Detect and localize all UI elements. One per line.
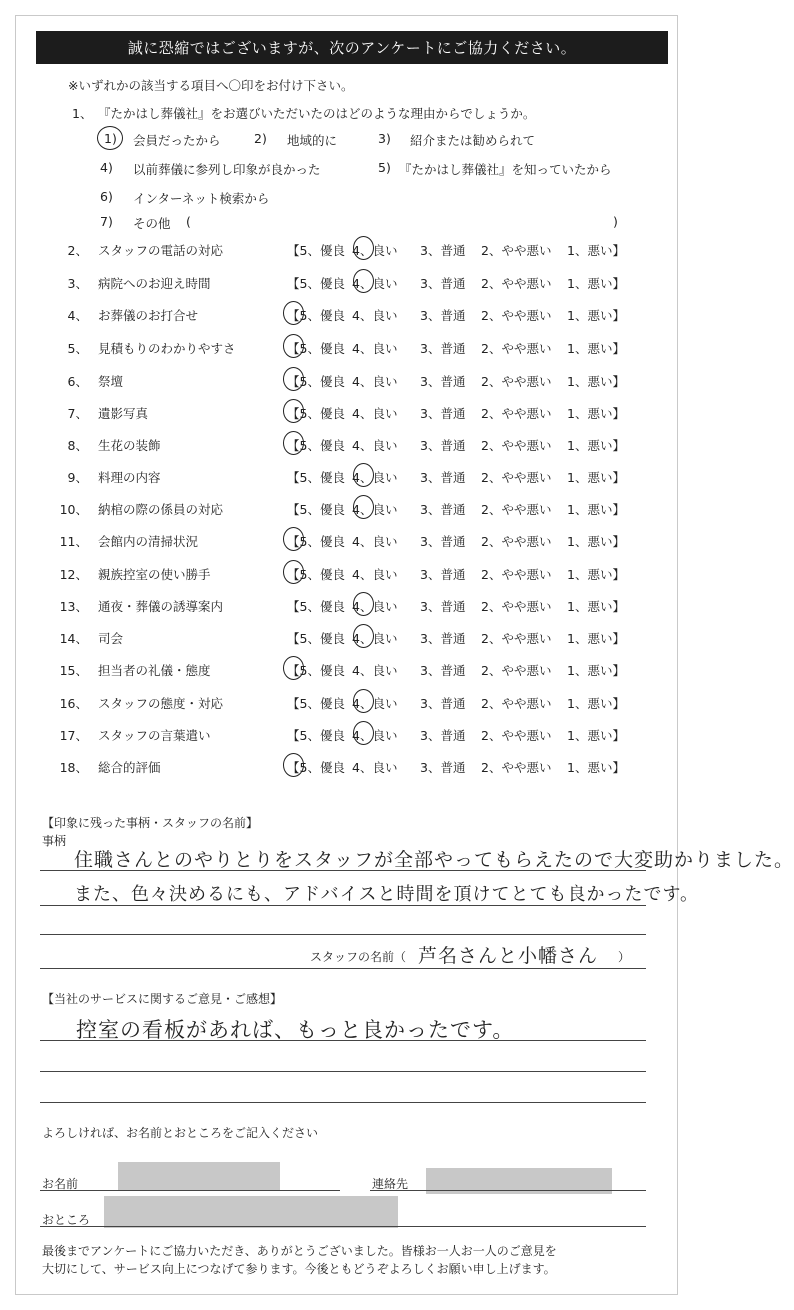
q1-option-label: インターネット検索から xyxy=(133,191,270,206)
row-number: 9、 xyxy=(67,470,88,485)
scale-option: 2、やや悪い xyxy=(481,534,552,549)
scale-option: 3、普通 xyxy=(420,631,466,646)
rating-circle-mark xyxy=(353,689,374,713)
scale-option: 【5、優良 xyxy=(287,243,345,258)
rating-row xyxy=(0,372,694,396)
rating-row xyxy=(0,629,694,653)
scale-option: 4、良い xyxy=(352,406,398,421)
scale-option: 【5、優良 xyxy=(287,567,345,582)
rating-circle-mark xyxy=(353,721,374,745)
rating-circle-mark xyxy=(353,463,374,487)
q1-option-num: 5) xyxy=(378,160,391,175)
scale-option: 3、普通 xyxy=(420,438,466,453)
scale-option: 2、やや悪い xyxy=(481,502,552,517)
row-number: 13、 xyxy=(59,599,88,614)
scale-option: 1、悪い】 xyxy=(567,696,625,711)
scale-option: 4、良い xyxy=(352,243,398,258)
scale-option: 4、良い xyxy=(352,308,398,323)
row-label: 通夜・葬儀の誘導案内 xyxy=(98,599,224,614)
survey-banner: 誠に恐縮ではございますが、次のアンケートにご協力ください。 xyxy=(36,31,668,64)
scale-option: 3、普通 xyxy=(420,243,466,258)
scale-option: 2、やや悪い xyxy=(481,341,552,356)
scale-option: 【5、優良 xyxy=(287,470,345,485)
instruction-text: ※いずれかの該当する項目へ〇印をお付け下さい。 xyxy=(68,78,354,93)
row-number: 8、 xyxy=(67,438,88,453)
scale-option: 4、良い xyxy=(352,374,398,389)
closing-line-2: 大切にして、サービス向上につなげて参ります。今後ともどうぞよろしくお願い申し上げます。 xyxy=(42,1262,556,1276)
scale-option: 3、普通 xyxy=(420,728,466,743)
scale-option: 1、悪い】 xyxy=(567,663,625,678)
q1-option-num: 2) xyxy=(254,131,267,146)
scale-option: 3、普通 xyxy=(420,276,466,291)
scale-option: 4、良い xyxy=(352,728,398,743)
q1-question: 『たかはし葬儀社』をお選びいただいたのはどのような理由からでしょうか。 xyxy=(98,106,536,121)
row-number: 14、 xyxy=(59,631,88,646)
q1-number: 1、 xyxy=(72,106,93,121)
scale-option: 3、普通 xyxy=(420,760,466,775)
scale-option: 2、やや悪い xyxy=(481,599,552,614)
scale-option: 4、良い xyxy=(352,438,398,453)
rating-circle-mark xyxy=(283,527,304,551)
scale-option: 【5、優良 xyxy=(287,696,345,711)
rating-circle-mark xyxy=(283,560,304,584)
q1-option-label: 『たかはし葬儀社』を知っていたから xyxy=(399,162,612,177)
scale-option: 2、やや悪い xyxy=(481,760,552,775)
rating-row xyxy=(0,436,694,460)
row-number: 2、 xyxy=(67,243,88,258)
rating-row xyxy=(0,500,694,524)
rating-row xyxy=(0,532,694,556)
scale-option: 3、普通 xyxy=(420,341,466,356)
q1-selected-circle xyxy=(97,126,123,150)
scale-option: 1、悪い】 xyxy=(567,599,625,614)
writing-line xyxy=(40,870,646,871)
rating-circle-mark xyxy=(283,656,304,680)
scale-option: 4、良い xyxy=(352,631,398,646)
name-redaction xyxy=(118,1162,280,1190)
row-label: 会館内の清掃状況 xyxy=(98,534,199,549)
rating-circle-mark xyxy=(283,334,304,358)
scale-option: 1、悪い】 xyxy=(567,308,625,323)
scale-option: 2、やや悪い xyxy=(481,470,552,485)
row-number: 10、 xyxy=(59,502,88,517)
writing-line xyxy=(40,934,646,935)
q1-option-num: 1) xyxy=(104,131,117,146)
scale-option: 【5、優良 xyxy=(287,534,345,549)
writing-line xyxy=(40,1102,646,1103)
scale-option: 4、良い xyxy=(352,760,398,775)
scale-option: 4、良い xyxy=(352,696,398,711)
rating-circle-mark xyxy=(283,367,304,391)
row-number: 7、 xyxy=(67,406,88,421)
row-number: 16、 xyxy=(59,696,88,711)
row-number: 3、 xyxy=(67,276,88,291)
scale-option: 【5、優良 xyxy=(287,276,345,291)
scale-option: 1、悪い】 xyxy=(567,728,625,743)
opinion-line-1: 控室の看板があれば、もっと良かったです。 xyxy=(76,1018,515,1042)
scale-option: 2、やや悪い xyxy=(481,631,552,646)
scale-option: 2、やや悪い xyxy=(481,406,552,421)
scale-option: 【5、優良 xyxy=(287,502,345,517)
staff-name-value: 芦名さんと小幡さん xyxy=(418,945,599,967)
row-number: 17、 xyxy=(59,728,88,743)
scale-option: 1、悪い】 xyxy=(567,760,625,775)
scale-option: 【5、優良 xyxy=(287,438,345,453)
row-number: 6、 xyxy=(67,374,88,389)
writing-line xyxy=(40,1071,646,1072)
scale-option: 4、良い xyxy=(352,534,398,549)
scale-option: 1、悪い】 xyxy=(567,470,625,485)
row-label: お葬儀のお打合せ xyxy=(98,308,199,323)
rating-row xyxy=(0,404,694,428)
row-label: スタッフの言葉遣い xyxy=(98,728,211,743)
row-label: 総合的評価 xyxy=(98,760,161,775)
scale-option: 1、悪い】 xyxy=(567,502,625,517)
q1-option-num: 3) xyxy=(378,131,391,146)
impression-sublabel: 事柄 xyxy=(42,834,67,848)
rating-row xyxy=(0,694,694,718)
row-label: 病院へのお迎え時間 xyxy=(98,276,211,291)
scale-option: 3、普通 xyxy=(420,696,466,711)
scale-option: 2、やや悪い xyxy=(481,663,552,678)
scale-option: 3、普通 xyxy=(420,502,466,517)
row-number: 15、 xyxy=(59,663,88,678)
name-label: お名前 xyxy=(42,1177,79,1191)
rating-row xyxy=(0,758,694,782)
scale-option: 2、やや悪い xyxy=(481,728,552,743)
row-label: 親族控室の使い勝手 xyxy=(98,567,211,582)
scale-option: 2、やや悪い xyxy=(481,243,552,258)
survey-sheet xyxy=(15,15,678,1295)
scale-option: 3、普通 xyxy=(420,599,466,614)
row-label: 見積もりのわかりやすさ xyxy=(98,341,236,356)
contact-prompt: よろしければ、お名前とおところをご記入ください xyxy=(42,1126,319,1140)
scale-option: 4、良い xyxy=(352,663,398,678)
rating-row xyxy=(0,306,694,330)
row-label: 生花の装飾 xyxy=(98,438,161,453)
rating-circle-mark xyxy=(353,592,374,616)
scale-option: 1、悪い】 xyxy=(567,567,625,582)
q1-option-num: 4) xyxy=(100,160,113,175)
row-number: 18、 xyxy=(59,760,88,775)
row-label: スタッフの電話の対応 xyxy=(98,243,224,258)
q1-other-open: ( xyxy=(186,214,191,229)
scale-option: 4、良い xyxy=(352,599,398,614)
scale-option: 2、やや悪い xyxy=(481,374,552,389)
address-line xyxy=(40,1226,646,1227)
q1-option-label: 以前葬儀に参列し印象が良かった xyxy=(133,162,321,177)
scale-option: 【5、優良 xyxy=(287,374,345,389)
impression-heading: 【印象に残った事柄・スタッフの名前】 xyxy=(42,816,259,830)
scale-option: 4、良い xyxy=(352,276,398,291)
rating-row xyxy=(0,241,694,265)
q1-option-num: 7) xyxy=(100,214,113,229)
phone-label: 連絡先 xyxy=(372,1177,409,1191)
rating-row xyxy=(0,468,694,492)
rating-row xyxy=(0,726,694,750)
scale-option: 【5、優良 xyxy=(287,663,345,678)
address-label: おところ xyxy=(42,1213,91,1227)
scale-option: 1、悪い】 xyxy=(567,243,625,258)
scale-option: 2、やや悪い xyxy=(481,308,552,323)
row-label: スタッフの態度・対応 xyxy=(98,696,224,711)
rating-circle-mark xyxy=(283,399,304,423)
rating-row xyxy=(0,597,694,621)
scale-option: 4、良い xyxy=(352,502,398,517)
scale-option: 【5、優良 xyxy=(287,728,345,743)
impression-line-1: 住職さんとのやりとりをスタッフが全部やってもらえたので大変助かりました。 xyxy=(74,849,794,871)
row-label: 料理の内容 xyxy=(98,470,161,485)
scale-option: 1、悪い】 xyxy=(567,438,625,453)
name-line xyxy=(40,1190,340,1191)
scale-option: 3、普通 xyxy=(420,308,466,323)
rating-circle-mark xyxy=(283,431,304,455)
rating-row xyxy=(0,565,694,589)
rating-circle-mark xyxy=(283,301,304,325)
row-label: 祭壇 xyxy=(98,374,124,389)
row-label: 遺影写真 xyxy=(98,406,149,421)
writing-line xyxy=(40,968,646,969)
row-label: 納棺の際の係員の対応 xyxy=(98,502,224,517)
scale-option: 3、普通 xyxy=(420,406,466,421)
row-number: 11、 xyxy=(59,534,88,549)
opinion-heading: 【当社のサービスに関するご意見・ご感想】 xyxy=(42,992,283,1006)
rating-circle-mark xyxy=(353,624,374,648)
staff-name-close: ） xyxy=(618,950,631,964)
rating-row xyxy=(0,274,694,298)
writing-line xyxy=(40,1040,646,1041)
row-label: 担当者の礼儀・態度 xyxy=(98,663,211,678)
scale-option: 2、やや悪い xyxy=(481,567,552,582)
scale-option: 2、やや悪い xyxy=(481,696,552,711)
staff-name-label: スタッフの名前（ xyxy=(310,950,407,964)
scale-option: 3、普通 xyxy=(420,374,466,389)
scale-option: 1、悪い】 xyxy=(567,374,625,389)
scale-option: 【5、優良 xyxy=(287,599,345,614)
scale-option: 【5、優良 xyxy=(287,406,345,421)
q1-option-label: 紹介または勧められて xyxy=(410,133,536,148)
row-number: 12、 xyxy=(59,567,88,582)
phone-line xyxy=(370,1190,646,1191)
rating-row xyxy=(0,339,694,363)
scale-option: 【5、優良 xyxy=(287,760,345,775)
scale-option: 2、やや悪い xyxy=(481,438,552,453)
row-number: 4、 xyxy=(67,308,88,323)
scale-option: 【5、優良 xyxy=(287,341,345,356)
scale-option: 1、悪い】 xyxy=(567,341,625,356)
rating-row xyxy=(0,661,694,685)
q1-option-label: 会員だったから xyxy=(133,133,221,148)
scale-option: 1、悪い】 xyxy=(567,406,625,421)
scale-option: 4、良い xyxy=(352,470,398,485)
writing-line xyxy=(40,905,646,906)
scale-option: 1、悪い】 xyxy=(567,534,625,549)
q1-option-num: 6) xyxy=(100,189,113,204)
scale-option: 1、悪い】 xyxy=(567,276,625,291)
scale-option: 3、普通 xyxy=(420,470,466,485)
rating-circle-mark xyxy=(353,269,374,293)
q1-option-label: 地域的に xyxy=(287,133,338,148)
scale-option: 4、良い xyxy=(352,341,398,356)
row-label: 司会 xyxy=(98,631,124,646)
row-number: 5、 xyxy=(67,341,88,356)
address-redaction xyxy=(104,1196,398,1228)
rating-circle-mark xyxy=(283,753,304,777)
scale-option: 3、普通 xyxy=(420,534,466,549)
rating-circle-mark xyxy=(353,236,374,260)
closing-line-1: 最後までアンケートにご協力いただき、ありがとうございました。皆様お一人お一人のご意見を xyxy=(42,1244,557,1258)
impression-line-2: また、色々決めるにも、アドバイスと時間を頂けてとても良かったです。 xyxy=(74,884,700,905)
q1-other-close: ) xyxy=(613,214,618,229)
scale-option: 1、悪い】 xyxy=(567,631,625,646)
scale-option: 3、普通 xyxy=(420,663,466,678)
scale-option: 【5、優良 xyxy=(287,631,345,646)
q1-option-label: その他 xyxy=(133,216,171,231)
scale-option: 3、普通 xyxy=(420,567,466,582)
scale-option: 【5、優良 xyxy=(287,308,345,323)
scale-option: 2、やや悪い xyxy=(481,276,552,291)
rating-circle-mark xyxy=(353,495,374,519)
scale-option: 4、良い xyxy=(352,567,398,582)
